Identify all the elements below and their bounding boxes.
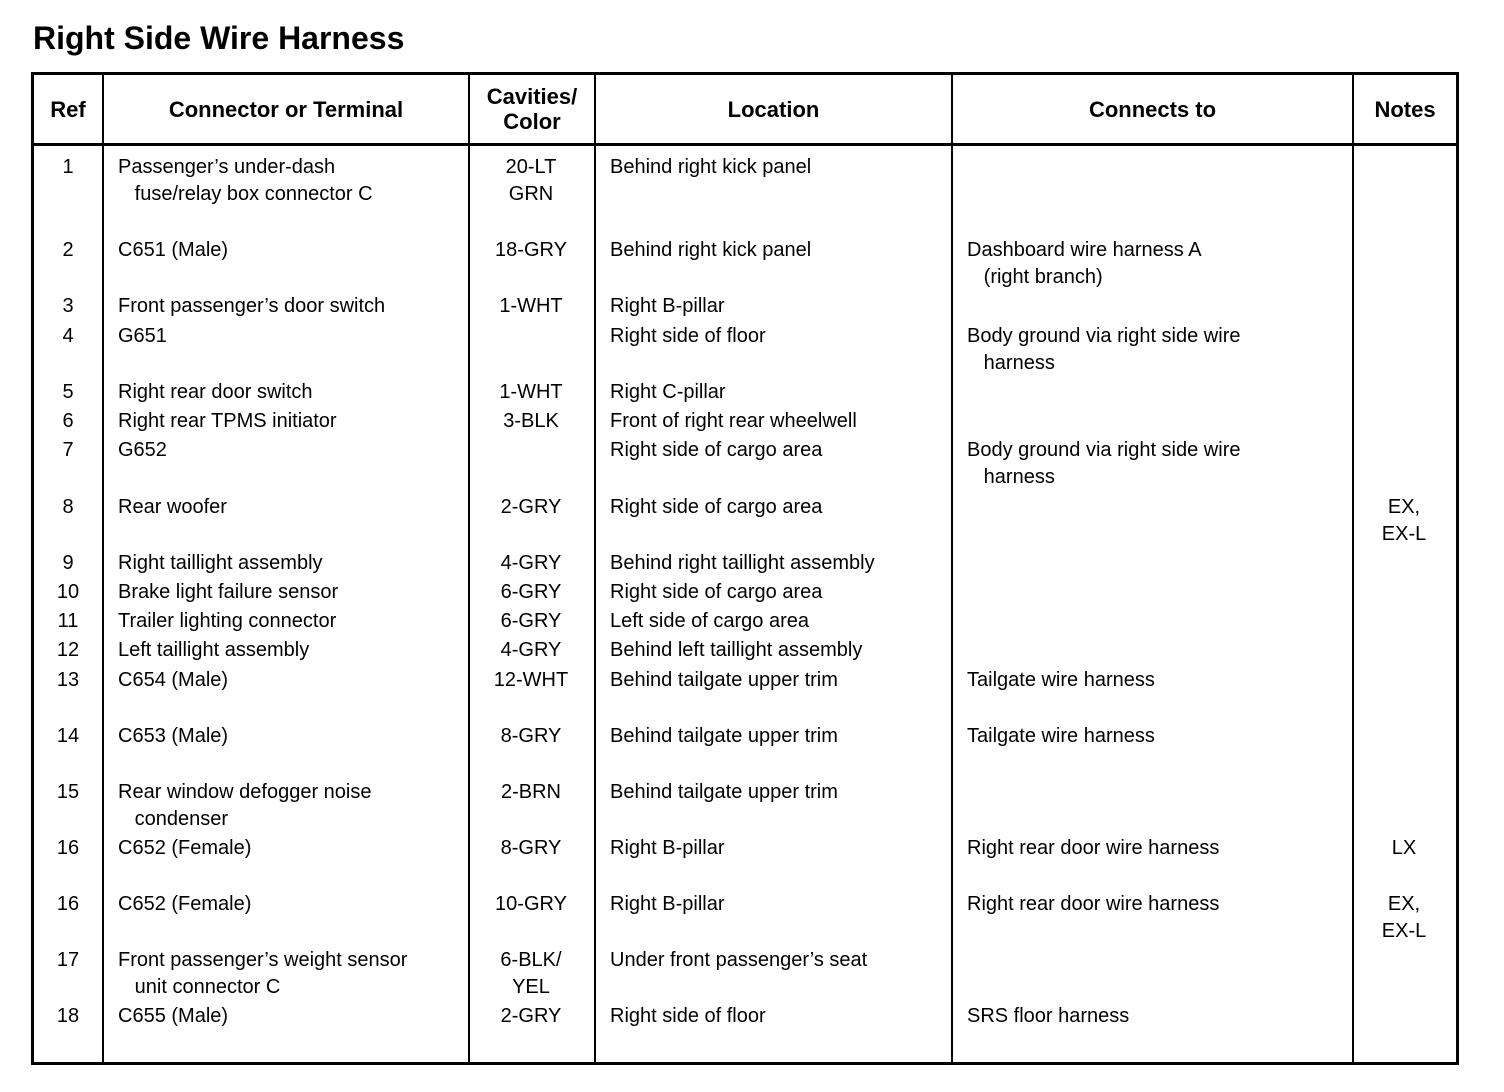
row-connects-to: Dashboard wire harness A (right branch) <box>967 239 1202 288</box>
row-ref: 17 <box>56 949 80 971</box>
row-ref: 12 <box>56 639 80 661</box>
row-notes: EX, EX-L <box>1381 496 1427 545</box>
row-location: Behind tailgate upper trim <box>610 725 838 747</box>
row-location: Right side of cargo area <box>610 496 823 518</box>
row-connector: Right rear door switch <box>118 381 313 403</box>
row-location: Behind right kick panel <box>610 156 812 178</box>
row-location: Right side of cargo area <box>610 581 823 603</box>
row-location: Front of right rear wheelwell <box>610 410 857 432</box>
header-notes: Notes <box>1374 96 1436 122</box>
header-connects-to: Connects to <box>1088 96 1217 122</box>
row-notes: LX <box>1391 837 1417 859</box>
header-location: Location <box>727 96 820 122</box>
row-location: Right B-pillar <box>610 893 725 915</box>
row-connector: G651 <box>118 325 167 347</box>
row-cavities: 8-GRY <box>500 837 562 859</box>
row-location: Right side of floor <box>610 1005 766 1027</box>
page-title: Right Side Wire Harness <box>33 20 405 56</box>
row-location: Right side of floor <box>610 325 766 347</box>
row-connects-to: Right rear door wire harness <box>967 893 1220 915</box>
row-connector: Rear window defogger noise condenser <box>118 781 372 830</box>
row-connector: C655 (Male) <box>118 1005 229 1027</box>
row-ref: 1 <box>62 156 74 178</box>
header-divider <box>34 143 1456 146</box>
row-connector: Rear woofer <box>118 496 227 518</box>
row-location: Under front passenger’s seat <box>610 949 868 971</box>
row-location: Behind right taillight assembly <box>610 552 875 574</box>
row-connector: G652 <box>118 439 167 461</box>
row-cavities: 6-GRY <box>500 610 562 632</box>
row-location: Behind tailgate upper trim <box>610 669 838 691</box>
row-ref: 10 <box>56 581 80 603</box>
row-location: Right B-pillar <box>610 295 725 317</box>
row-ref: 18 <box>56 1005 80 1027</box>
row-connects-to: Tailgate wire harness <box>967 725 1155 747</box>
row-ref: 16 <box>56 837 80 859</box>
column-divider <box>594 75 596 1062</box>
row-ref: 4 <box>62 325 74 347</box>
row-ref: 13 <box>56 669 80 691</box>
row-ref: 15 <box>56 781 80 803</box>
row-notes: EX, EX-L <box>1381 893 1427 942</box>
row-ref: 2 <box>62 239 74 261</box>
row-cavities: 4-GRY <box>500 639 562 661</box>
row-cavities: 2-BRN <box>500 781 561 803</box>
header-ref: Ref <box>50 96 86 122</box>
row-connects-to: Right rear door wire harness <box>967 837 1220 859</box>
row-ref: 6 <box>62 410 74 432</box>
row-connector: Passenger’s under-dash fuse/relay box connector C <box>118 156 373 205</box>
row-location: Behind left taillight assembly <box>610 639 863 661</box>
row-connector: Front passenger’s weight sensor unit connector C <box>118 949 408 998</box>
row-ref: 5 <box>62 381 74 403</box>
row-location: Right C-pillar <box>610 381 726 403</box>
row-connector: Left taillight assembly <box>118 639 310 661</box>
row-connects-to: SRS floor harness <box>967 1005 1130 1027</box>
row-connector: C653 (Male) <box>118 725 229 747</box>
row-location: Behind tailgate upper trim <box>610 781 838 803</box>
row-cavities: 2-GRY <box>500 496 562 518</box>
row-cavities: 1-WHT <box>499 381 563 403</box>
row-cavities: 18-GRY <box>495 239 567 261</box>
row-ref: 14 <box>56 725 80 747</box>
row-cavities: 12-WHT <box>493 669 569 691</box>
row-connector: Front passenger’s door switch <box>118 295 386 317</box>
row-connector: C651 (Male) <box>118 239 229 261</box>
column-divider <box>951 75 953 1062</box>
row-connector: C652 (Female) <box>118 837 252 859</box>
row-location: Right B-pillar <box>610 837 725 859</box>
row-connects-to: Body ground via right side wire harness <box>967 325 1241 374</box>
header-connector: Connector or Terminal <box>168 96 404 122</box>
row-ref: 8 <box>62 496 74 518</box>
row-connector: Right rear TPMS initiator <box>118 410 337 432</box>
row-cavities: 20-LT GRN <box>505 156 557 205</box>
row-cavities: 8-GRY <box>500 725 562 747</box>
row-ref: 7 <box>62 439 74 461</box>
row-connector: Brake light failure sensor <box>118 581 339 603</box>
row-location: Left side of cargo area <box>610 610 810 632</box>
row-connector: C654 (Male) <box>118 669 229 691</box>
row-cavities: 6-GRY <box>500 581 562 603</box>
row-location: Right side of cargo area <box>610 439 823 461</box>
row-ref: 9 <box>62 552 74 574</box>
row-ref: 3 <box>62 295 74 317</box>
row-connector: Right taillight assembly <box>118 552 323 574</box>
header-cavities: Cavities/ Color <box>486 84 578 134</box>
row-cavities: 3-BLK <box>503 410 559 432</box>
row-cavities: 10-GRY <box>495 893 567 915</box>
row-location: Behind right kick panel <box>610 239 812 261</box>
row-cavities: 6-BLK/ YEL <box>500 949 562 998</box>
row-cavities: 2-GRY <box>500 1005 562 1027</box>
row-cavities: 4-GRY <box>500 552 562 574</box>
row-connector: Trailer lighting connector <box>118 610 337 632</box>
row-ref: 11 <box>57 610 79 632</box>
row-connects-to: Tailgate wire harness <box>967 669 1155 691</box>
row-connects-to: Body ground via right side wire harness <box>967 439 1241 488</box>
column-divider <box>102 75 104 1062</box>
row-connector: C652 (Female) <box>118 893 252 915</box>
row-ref: 16 <box>56 893 80 915</box>
row-cavities: 1-WHT <box>499 295 563 317</box>
harness-table <box>31 72 1459 1065</box>
